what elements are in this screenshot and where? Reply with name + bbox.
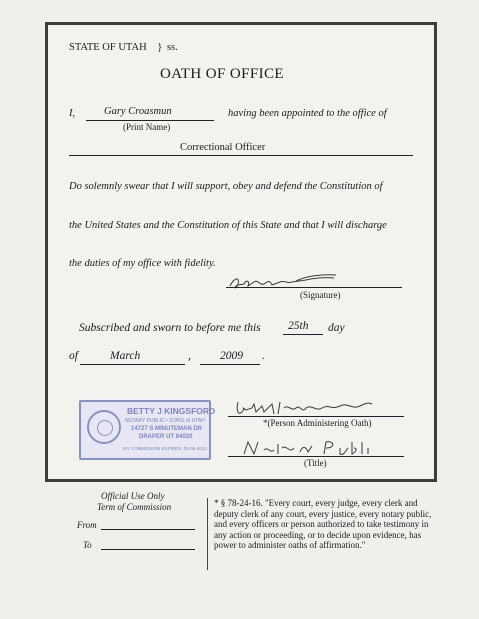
state-line xyxy=(69,42,178,53)
ss-label: ss. xyxy=(166,42,178,53)
administrator-caption: *(Person Administering Oath) xyxy=(263,418,372,428)
printed-name: Gary Croasmun xyxy=(104,106,172,117)
month-underline xyxy=(80,364,185,365)
date-comma: , xyxy=(188,350,191,362)
administrator-underline xyxy=(228,416,404,417)
stamp-name: BETTY J KINGSFORD xyxy=(127,406,216,416)
stamp-line-2: 14727 S MINUTEMAN DR xyxy=(131,426,203,432)
state-name: STATE OF UTAH xyxy=(69,42,147,53)
year-underline xyxy=(200,364,260,365)
notary-stamp xyxy=(79,400,216,460)
signature-underline xyxy=(226,287,402,288)
year-value: 2009 xyxy=(220,350,243,362)
name-caption: (Print Name) xyxy=(123,122,171,132)
office-underline xyxy=(69,155,413,156)
office-title: Correctional Officer xyxy=(180,142,266,153)
from-underline xyxy=(101,529,195,530)
brace-symbol: } xyxy=(157,42,163,53)
to-underline xyxy=(101,549,195,550)
to-label: To xyxy=(83,540,92,550)
title-caption: (Title) xyxy=(304,458,327,468)
term-of-commission-label: Term of Commission xyxy=(97,502,172,512)
oath-line-1: Do solemnly swear that I will support, obey and defend the Constitution of xyxy=(69,181,383,192)
date-period: . xyxy=(262,350,265,362)
stamp-line-3: DRAPER UT 84020 xyxy=(139,434,193,440)
month-value: March xyxy=(110,350,141,362)
official-use-heading: Official Use Only xyxy=(101,491,165,501)
name-underline xyxy=(86,120,214,121)
statute-note: * § 78-24-16. "Every court, every judge, every clerk and deputy clerk of any court, every justice, every notary public, and every officers or person authorized to take testimony in any action or proceeding, or to decide upon evidence, has power to administer oaths of affirmation." xyxy=(207,498,442,570)
from-label: From xyxy=(77,520,97,530)
oath-line-2: the United States and the Constitution of this State and that I will discharge xyxy=(69,220,387,231)
oath-line-3: the duties of my office with fidelity. xyxy=(69,258,216,269)
stamp-line-1: NOTARY PUBLIC • STATE of UTAH xyxy=(125,418,205,424)
signature-caption: (Signature) xyxy=(300,290,341,300)
stamp-line-4: MY COMMISSION EXPIRES: 05-05-2012 xyxy=(123,446,207,451)
appointment-phrase: having been appointed to the office of xyxy=(228,108,387,119)
day-value: 25th xyxy=(288,320,309,332)
day-word: day xyxy=(328,322,345,334)
of-word: of xyxy=(69,350,78,362)
day-underline xyxy=(283,334,323,335)
title-underline xyxy=(228,456,404,457)
pronoun-label: I, xyxy=(69,108,76,119)
page-title: OATH OF OFFICE xyxy=(160,66,284,82)
notary-seal-icon xyxy=(87,410,121,444)
subscribed-text: Subscribed and sworn to before me this xyxy=(79,322,261,334)
